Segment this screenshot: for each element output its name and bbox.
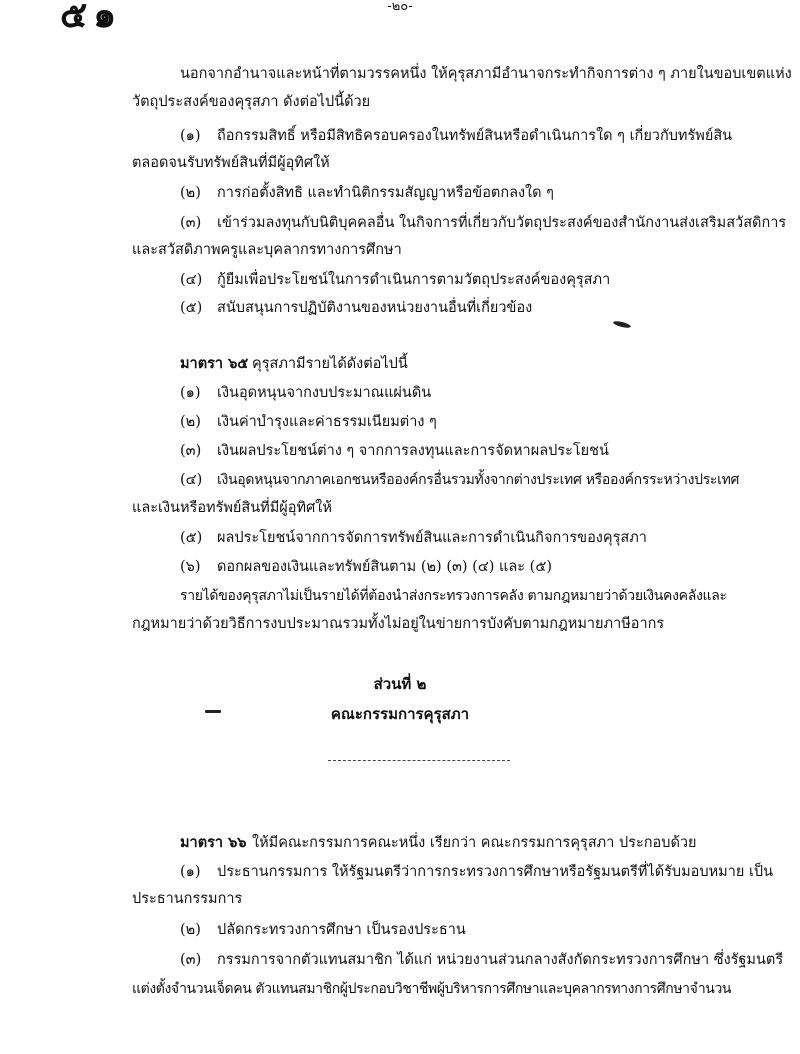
intro-line-1: นอกจากอำนาจและหน้าที่ตามวรรคหนึ่ง ให้คุรุสภามีอำนาจกระทำกิจการต่าง ๆ ภายในขอบเขตแห่ง xyxy=(180,66,792,82)
power-1-line-2: ตลอดจนรับทรัพย์สินที่มีผู้อุทิศให้ xyxy=(132,155,330,171)
board-3-line-1: กรรมการจากตัวแทนสมาชิก ได้แก่ หน่วยงานส่วนกลางสังกัดกระทรวงการศึกษา ซึ่งรัฐมนตรี xyxy=(217,952,784,968)
power-2-number: (๒) xyxy=(180,185,201,201)
power-1-number: (๑) xyxy=(180,128,201,144)
power-5-line-1: สนับสนุนการปฏิบัติงานของหน่วยงานอื่นที่เกี่ยวข้อง xyxy=(217,300,533,316)
income-6-line-1: ดอกผลของเงินและทรัพย์สินตาม (๒) (๓) (๔) และ (๕) xyxy=(217,559,552,575)
section-65-heading: มาตรา ๖๕ xyxy=(180,355,249,372)
section-divider xyxy=(328,760,510,761)
income-2-line-1: เงินค่าบำรุงและค่าธรรมเนียมต่าง ๆ xyxy=(217,414,437,430)
income-4-line-1: เงินอุดหนุนจากภาคเอกชนหรือองค์กรอื่นรวมทั้งจากต่างประเทศ หรือองค์กรระหว่างประเทศ xyxy=(217,472,740,488)
income-4-number: (๔) xyxy=(180,472,203,488)
income-1-number: (๑) xyxy=(180,385,201,401)
income-3-line-1: เงินผลประโยชน์ต่าง ๆ จากการลงทุนและการจัดหาผลประโยชน์ xyxy=(217,443,609,459)
power-3-line-1: เข้าร่วมลงทุนกับนิติบุคคลอื่น ในกิจการที่เกี่ยวกับวัตถุประสงค์ของสำนักงานส่งเสริมสวัสดิการ xyxy=(217,215,787,231)
intro-line-2: วัตถุประสงค์ของคุรุสภา ดังต่อไปนี้ด้วย xyxy=(132,94,371,110)
section-66-heading: มาตรา ๖๖ xyxy=(180,834,247,851)
income-5-number: (๕) xyxy=(180,530,203,546)
income-3-number: (๓) xyxy=(180,443,202,459)
power-2-line-1: การก่อตั้งสิทธิ และทำนิติกรรมสัญญาหรือข้อตกลงใด ๆ xyxy=(217,185,554,201)
income-4-line-2: และเงินหรือทรัพย์สินที่มีผู้อุทิศให้ xyxy=(132,500,332,516)
board-1-line-2: ประธานกรรมการ xyxy=(132,891,243,907)
board-2-number: (๒) xyxy=(180,922,201,938)
page-number: -๒๐- xyxy=(387,0,413,14)
income-6-number: (๖) xyxy=(180,559,201,575)
income-2-number: (๒) xyxy=(180,414,201,430)
income-closing-line-1: รายได้ของคุรุสภาไม่เป็นรายได้ที่ต้องนำส่งกระทรวงการคลัง ตามกฎหมายว่าด้วยเงินคงคลังและ xyxy=(180,588,727,604)
board-2-line-1: ปลัดกระทรวงการศึกษา เป็นรองประธาน xyxy=(217,922,466,938)
board-3-line-2: แต่งตั้งจำนวนเจ็ดคน ตัวแทนสมาชิกผู้ประกอบวิชาชีพผู้บริหารการศึกษาและบุคลากรทางการศึกษาจำนวน xyxy=(132,981,732,997)
board-1-line-1: ประธานกรรมการ ให้รัฐมนตรีว่าการกระทรวงการศึกษาหรือรัฐมนตรีที่ได้รับมอบหมาย เป็น xyxy=(217,864,774,880)
part-subtitle: คณะกรรมการคุรุสภา xyxy=(330,705,470,723)
power-4-line-1: กู้ยืมเพื่อประโยชน์ในการดำเนินการตามวัตถุประสงค์ของคุรุสภา xyxy=(217,272,611,288)
power-3-line-2: และสวัสดิภาพครูและบุคลากรทางการศึกษา xyxy=(132,242,402,258)
part-title: ส่วนที่ ๒ xyxy=(373,675,427,693)
section-66-text: ให้มีคณะกรรมการคณะหนึ่ง เรียกว่า คณะกรรมการคุรุสภา ประกอบด้วย xyxy=(252,835,697,851)
section-65-text: คุรุสภามีรายได้ดังต่อไปนี้ xyxy=(252,356,408,372)
income-1-line-1: เงินอุดหนุนจากงบประมาณแผ่นดิน xyxy=(217,385,432,401)
power-4-number: (๔) xyxy=(180,272,203,288)
handwritten-page-mark: ๕๑ xyxy=(60,0,123,36)
scan-smudge xyxy=(613,320,632,329)
income-closing-line-2: กฎหมายว่าด้วยวิธีการงบประมาณรวมทั้งไม่อยู่ในข่ายการบังคับตามกฎหมายภาษีอากร xyxy=(132,616,665,632)
board-1-number: (๑) xyxy=(180,864,201,880)
income-5-line-1: ผลประโยชน์จากการจัดการทรัพย์สินและการดำเนินกิจการของคุรุสภา xyxy=(217,530,647,546)
power-5-number: (๕) xyxy=(180,300,203,316)
power-1-line-1: ถือกรรมสิทธิ์ หรือมีสิทธิครอบครองในทรัพย์สินหรือดำเนินการใด ๆ เกี่ยวกับทรัพย์สิน xyxy=(217,128,733,144)
power-3-number: (๓) xyxy=(180,215,202,231)
board-3-number: (๓) xyxy=(180,952,202,968)
